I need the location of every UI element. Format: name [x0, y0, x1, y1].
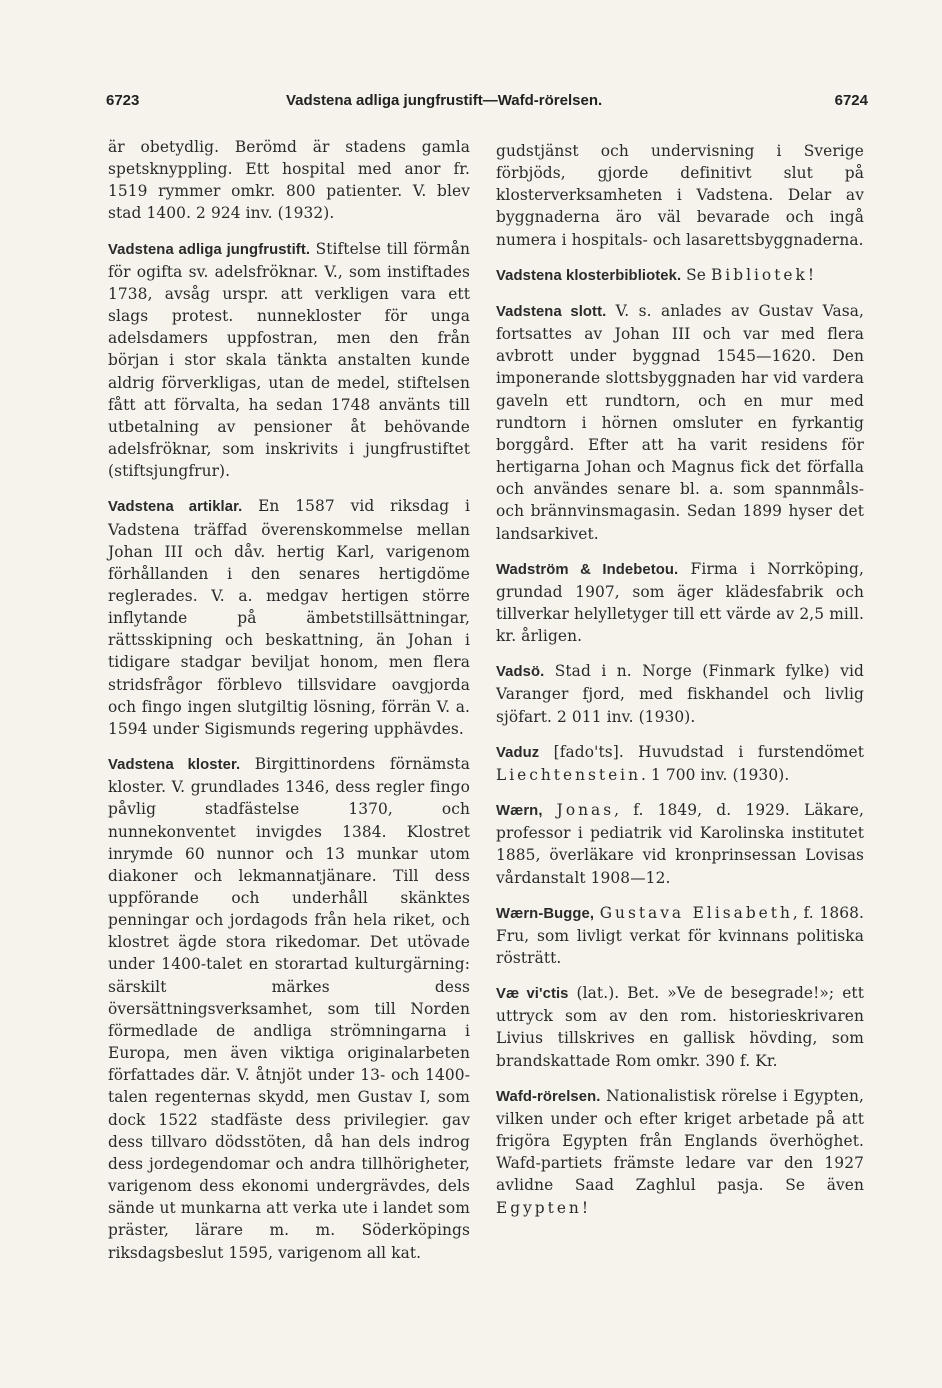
entry-headword: Væ vi'ctis [496, 986, 569, 1003]
entry-text: Firma i Norrköping, grundad 1907, som äger klädesfabrik och tillverkar helylletyger till ett värde av 2,5 mill. kr. årligen. [496, 559, 864, 646]
entry-wafd-rorelsen [496, 1085, 864, 1219]
entry-waern-bugge [496, 902, 864, 969]
entry-headword: Wærn-Bugge, [496, 905, 595, 922]
left-column [108, 136, 470, 1264]
page-header [106, 92, 868, 116]
entry-vadso [496, 660, 864, 727]
page-number-right: 6724 [834, 92, 868, 109]
entry-vadstena-slott [496, 300, 864, 545]
entry-text: Stad i n. Norge (Finmark fylke) vid Varanger fjord, med fiskhandel och livlig sjöfart. 2 011 inv. (1930). [496, 662, 864, 726]
running-title: Vadstena adliga jungfrustift—Wafd-rörelsen. [286, 92, 603, 109]
cross-reference: Egypten! [496, 1198, 592, 1217]
entry-text [543, 801, 557, 819]
entry-vae-victis [496, 982, 864, 1072]
entry-headword: Vaduz [496, 744, 540, 761]
entry-wadstrom-indebetou [496, 558, 864, 648]
entry-text: Stiftelse till förmån för ogifta sv. adelsfröknar. V., som instiftades 1738, avsåg urspr. att verkligen vara ett slags protest. nunnekloster för unga adelsdamers uppfostran, men den från början i stor skala tänkta anstalten kunde aldrig förverkligas, utan de medel, stiftelsen fått att förvalta, ha sedan 1748 använts till utbetalning av pensioner åt behövande adelsfröknar, som inskrivits i jungfrustiftet (stiftsjungfrur). [108, 239, 470, 481]
entry-text-tail: , f. 1849, d. 1929. Läkare, professor i pediatrik vid Karolinska institutet 1885, överläkare vid kronprinsessan Lovisas vårdanstalt 1908—12. [496, 801, 864, 887]
entry-text: En 1587 vid riksdag i Vadstena träffad överenskommelse mellan Johan III och dåv. hertig Karl, varigenom förhållanden i den senares hertigdöme reglerades. V. a. medgav hertigen större inflytande på ämbetstillsättningar, rättsskipning och beskattning, än Johan i tidigare stadgar beviljat honom, men flera stridsfrågor förblevo tillsvidare oavgjorda och fingo ingen slutgiltig lösning, förrän V. a. 1594 under Sigismunds regering upphävdes. [108, 497, 470, 738]
entry-continuation [108, 136, 470, 225]
entry-headword: Vadstena adliga jungfrustift. [108, 241, 311, 258]
entry-headword: Wafd-rörelsen. [496, 1088, 601, 1105]
entry-vadstena-kloster [108, 753, 470, 1264]
cross-reference: Bibliotek! [711, 265, 817, 284]
spaced-name: Gustava Elisabeth [599, 903, 793, 922]
entry-vadstena-klosterbibliotek [496, 264, 864, 287]
spaced-name: Jonas [556, 801, 615, 820]
entry-headword: Vadsö. [496, 664, 545, 681]
entry-vadstena-adliga-jungfrustift [108, 238, 470, 483]
entry-text: [fado'ts]. Huvudstad i furstendömet [539, 742, 864, 761]
entry-headword: Vadstena slott. [496, 303, 607, 320]
entry-text-tail: , f. 1868. Fru, som livligt verkat för kvinnans politiska rösträtt. [496, 903, 864, 967]
entry-headword: Wadström & Indebetou. [496, 561, 679, 578]
entry-headword: Vadstena klosterbibliotek. [496, 267, 682, 284]
entry-text: är obetydlig. Berömd är stadens gamla spetsknyppling. Ett hospital med anor fr. 1519 rymmer omkr. 800 patienter. V. blev stad 1400. 2 924 inv. (1932). [108, 138, 470, 223]
entry-headword: Vadstena artiklar. [108, 499, 243, 516]
entry-text-tail: . 1 700 inv. (1930). [641, 765, 790, 784]
entry-waern [496, 799, 864, 889]
entry-continuation [496, 140, 864, 251]
page-number-left: 6723 [106, 92, 140, 109]
entry-text: Birgittinordens förnämsta kloster. V. grundlades 1346, dess regler fingo påvlig stadfästelse 1370, och nunnekonventet invigdes 1384. Klostret inrymde 60 nunnor och 13 munkar utom diakoner och lekmannatjänare. Till dess uppförande och underhåll skänktes penningar och jordagods från hela riket, och klostret ägde stora rikedomar. Det utövade under 1400-talet en storartad kulturgärning: särskilt märkes dess översättningsverksamhet, som till Norden förmedlade de andliga strömningarna i Europa, men även viktiga originalarbeten författades där. V. åtnjöt under 13- och 1400-talen regenternas skydd, men Gustav I, som dock 1522 stadfäste dess privilegier. gav dess tillvaro dödsstöten, då han dels indrog dess jordegendomar och andra tillhörigheter, varigenom dess ekonomi undergrävdes, dels sände ut munkarna att verka ute i landet som präster, lärare m. m. Söderköpings riksdagsbeslut 1595, varigenom all kat. [108, 755, 470, 1262]
entry-text: V. s. anlades av Gustav Vasa, fortsattes av Johan III och var med flera avbrott under byggnad 1545—1620. Den imponerande slottsbyggnaden har vid vardera gaveln ett rundtorn, och en mur med rundtorn i hörnen omsluter en fyrkantig borggård. Efter att ha varit residens för hertigarna Johan och Magnus fick det förfalla och användes senare bl. a. som spannmåls- och brännvinsmagasin. Sedan 1899 hyser det landsarkivet. [496, 301, 864, 543]
entry-text: Nationalistisk rörelse i Egypten, vilken under och efter kriget arbetade på att frigöra Egypten från Englands överhöghet. Wafd-partiets främste ledare var den 1927 avlidne Saad Zaghlul pasja. Se även [496, 1086, 864, 1195]
entry-vaduz [496, 741, 864, 786]
entry-headword: Wærn, [496, 803, 543, 820]
entry-text: Se [681, 265, 711, 284]
entry-text: gudstjänst och undervisning i Sverige förbjöds, gjorde definitivt slut på klosterverksamheten i Vadstena. Delar av byggnaderna äro väl bevarade och ingå numera i hospitals- och lasarettsbyggnaderna. [496, 142, 864, 249]
entry-headword: Vadstena kloster. [108, 757, 241, 774]
entry-text: (lat.). Bet. »Ve de besegrade!»; ett uttryck som av den rom. historieskrivaren Livius tillskrives en gallisk hövding, som brandskattade Rom omkr. 390 f. Kr. [496, 984, 864, 1070]
entry-vadstena-artiklar [108, 495, 470, 740]
spaced-name: Liechtenstein [496, 765, 642, 784]
right-column [496, 140, 864, 1219]
